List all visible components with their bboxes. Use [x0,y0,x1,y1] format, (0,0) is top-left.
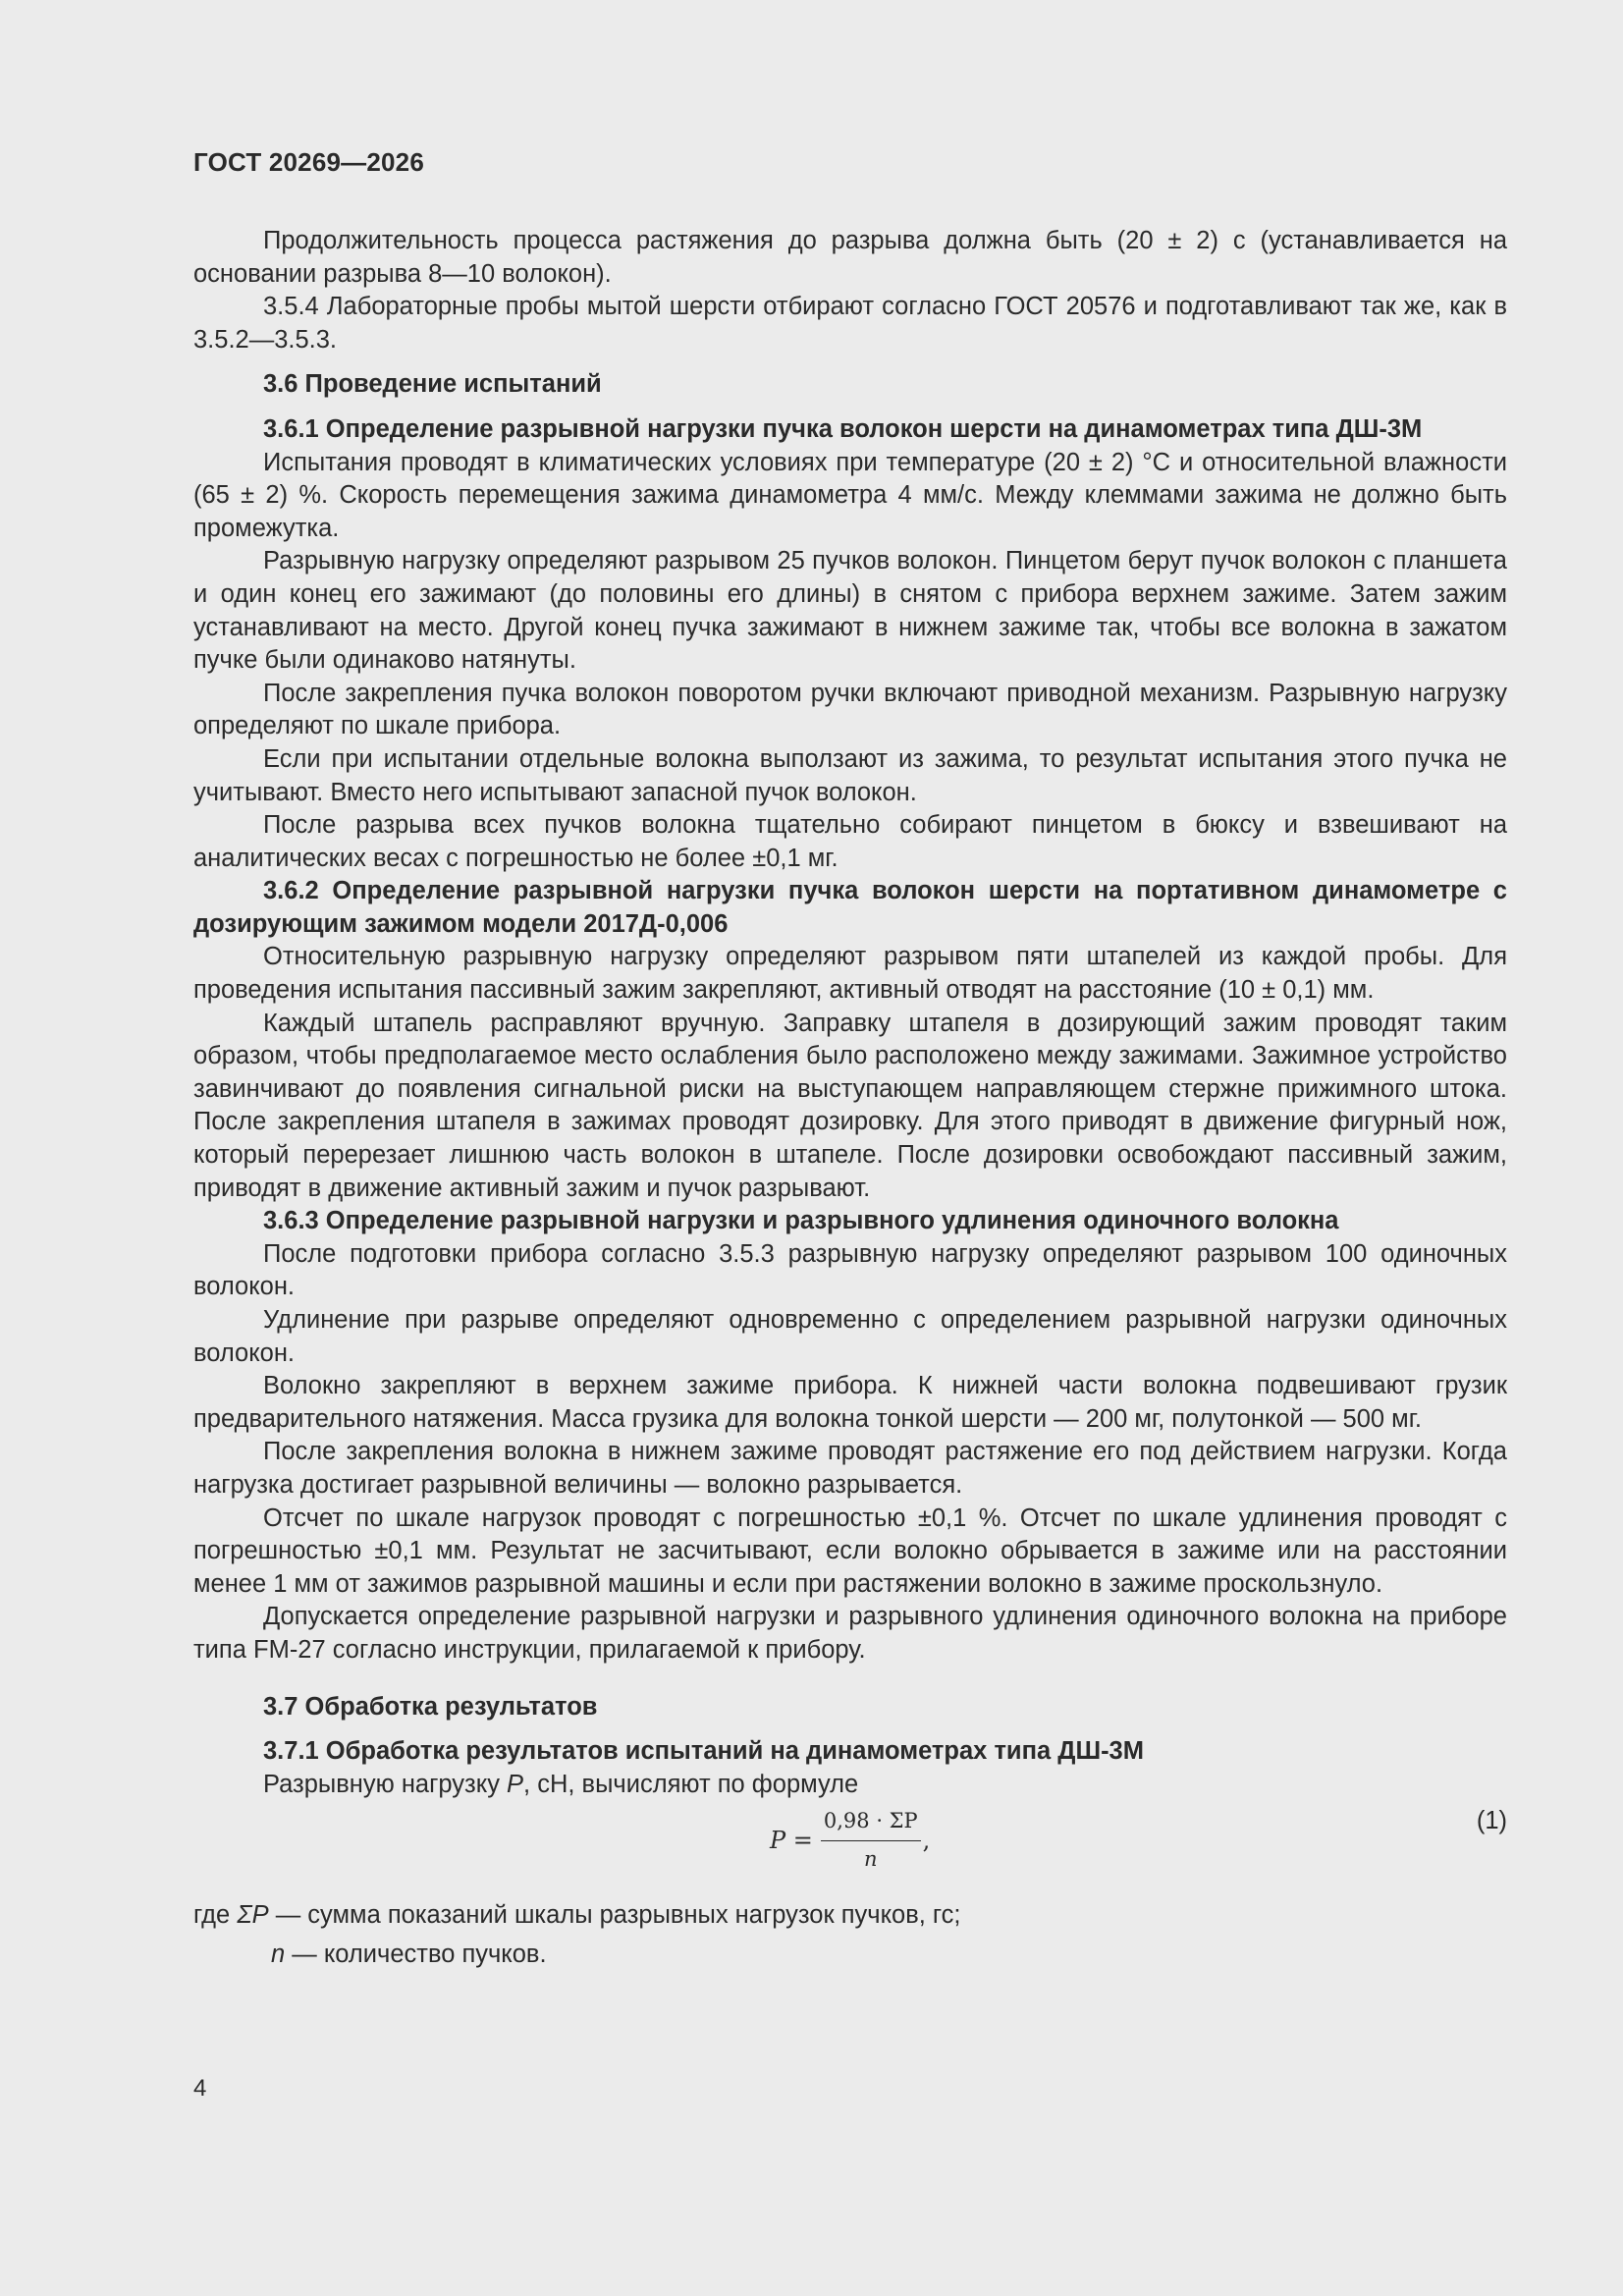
section-heading-3-6-3: 3.6.3 Определение разрывной нагрузки и разрывного удлинения одиночного волокна [263,1207,1339,1235]
where-line-2 [193,1939,1507,1972]
formula-lhs: P = [770,1826,813,1854]
where-line-1 [193,1899,1507,1933]
document-body [193,225,1507,1972]
paragraph: Отсчет по шкале нагрузок проводят с погрешностью ±0,1 %. Отсчет по шкале удлинения проводят с погрешностью ±0,1 мм. Результат не засчитывают, если волокно обрывается в зажиме или на расстоянии менее 1 мм от зажимов разрывной машины и если при растяжении волокно в зажиме проскользнуло. [193,1503,1507,1598]
where-symbol-2: n [271,1940,286,1968]
paragraph: Удлинение при разрыве определяют одновременно с определением разрывной нагрузки одиночных волокон. [193,1306,1507,1367]
where-desc-1: — сумма показаний шкалы разрывных нагрузок пучков, гс; [268,1901,961,1930]
formula-intro-after: , сН, вычисляют по формуле [523,1770,859,1798]
paragraph: После разрыва всех пучков волокна тщательно собирают пинцетом в бюксу и взвешивают на аналитических весах с погрешностью не более ±0,1 мг. [193,811,1507,872]
section-heading-3-7: 3.7 Обработка результатов [263,1692,598,1721]
where-desc-2: — количество пучков. [285,1940,547,1968]
page-number: 4 [193,2075,207,2102]
formula [770,1805,930,1876]
formula-fraction [821,1805,921,1876]
paragraph: После закрепления волокна в нижнем зажиме проводят растяжение его под действием нагрузки. Когда нагрузка достигает разрывной величины — волокно разрывается. [193,1438,1507,1499]
formula-intro-var: P [507,1770,524,1798]
section-heading-3-6: 3.6 Проведение испытаний [263,370,602,399]
formula-comma: , [922,1826,931,1854]
paragraph: Если при испытании отдельные волокна выползают из зажима, то результат испытания этого пучка не учитывают. Вместо него испытывают запасной пучок волокон. [193,744,1507,806]
formula-block [193,1805,1507,1874]
paragraph: Испытания проводят в климатических условиях при температуре (20 ± 2) °С и относительной влажности (65 ± 2) %. Скорость перемещения зажима динамометра 4 мм/с. Между клеммами зажима не должно быть промежутка. [193,448,1507,542]
paragraph: Продолжительность процесса растяжения до разрыва должна быть (20 ± 2) с (устанавливается на основании разрыва 8—10 волокон). [193,227,1507,288]
where-prefix: где [193,1901,238,1930]
paragraph: Разрывную нагрузку определяют разрывом 25 пучков волокон. Пинцетом берут пучок волокон с планшета и один конец его зажимают (до половины его длины) в снятом с прибора верхнем зажиме. Затем зажим устанавливают на место. Другой конец пучка зажимают в нижнем зажиме так, чтобы все волокна в зажатом пучке были одинаково натянуты. [193,547,1507,675]
where-symbol-1: ΣP [237,1901,269,1930]
paragraph: Каждый штапель расправляют вручную. Заправку штапеля в дозирующий зажим проводят таким образом, чтобы предполагаемое место ослабления было расположено между зажимами. Зажимное устройство завинчивают до появления сигнальной риски на выступающем направляющем стержне прижимного штока. После закрепления штапеля в зажимах проводят дозировку. Для этого приводят в движение фигурный нож, который перерезает лишнюю часть волокон в штапеле. После дозировки освобождают пассивный зажим, приводят в движение активный зажим и пучок разрывают. [193,1009,1507,1202]
section-heading-3-6-2: 3.6.2 Определение разрывной нагрузки пучка волокон шерсти на портативном динамометре с дозирующим зажимом модели 2017Д-0,006 [193,877,1507,938]
paragraph: Допускается определение разрывной нагрузки и разрывного удлинения одиночного волокна на приборе типа FM-27 согласно инструкции, прилагаемой к прибору. [193,1603,1507,1664]
paragraph: Волокно закрепляют в верхнем зажиме прибора. К нижней части волокна подвешивают грузик предварительного натяжения. Масса грузика для волокна тонкой шерсти — 200 мг, полутонкой — 500 мг. [193,1372,1507,1433]
paragraph: После подготовки прибора согласно 3.5.3 разрывную нагрузку определяют разрывом 100 одиночных волокон. [193,1239,1507,1301]
paragraph: Относительную разрывную нагрузку определяют разрывом пяти штапелей из каждой пробы. Для проведения испытания пассивный зажим закрепляют, активный отводят на расстояние (10 ± 0,1) мм. [193,943,1507,1005]
section-heading-3-7-1: 3.7.1 Обработка результатов испытаний на динамометрах типа ДШ-3М [263,1737,1144,1766]
formula-denominator: n [864,1846,878,1871]
equation-number: (1) [1476,1807,1507,1835]
document-header: ГОСТ 20269—2026 [193,147,424,177]
paragraph: После закрепления пучка волокон поворотом ручки включают приводной механизм. Разрывную нагрузку определяют по шкале прибора. [193,679,1507,740]
paragraph: 3.5.4 Лабораторные пробы мытой шерсти отбирают согласно ГОСТ 20576 и подготавливают так же, как в 3.5.2—3.5.3. [193,293,1507,354]
formula-numerator: 0,98 · ΣP [821,1805,921,1841]
formula-intro-before: Разрывную нагрузку [263,1770,508,1798]
formula-intro [193,1769,1507,1802]
section-heading-3-6-1: 3.6.1 Определение разрывной нагрузки пучка волокон шерсти на динамометрах типа ДШ-3М [263,414,1423,443]
